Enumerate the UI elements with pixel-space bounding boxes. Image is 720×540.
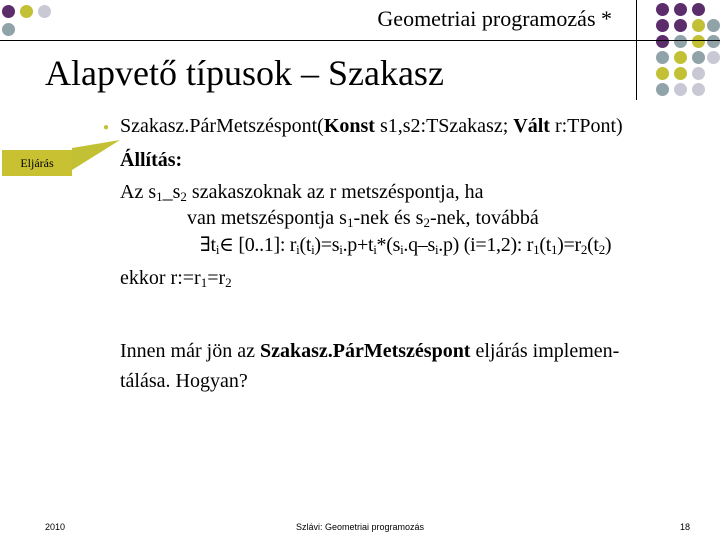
header-horizontal-divider <box>0 40 720 41</box>
footer-page-number: 18 <box>680 522 691 532</box>
header-title: Geometriai programozás * <box>377 6 612 31</box>
header-vertical-divider <box>636 0 637 100</box>
decor-dot <box>707 51 720 64</box>
decor-dot <box>692 35 705 48</box>
decor-dot <box>692 19 705 32</box>
footer-year: 2010 <box>45 522 66 532</box>
decor-dot <box>656 83 669 96</box>
decor-dot <box>692 3 705 16</box>
paragraph-2-line-1: Innen már jön az Szakasz.PárMetszéspont eljárás implemen- <box>120 340 620 362</box>
arrow-icon <box>72 140 122 180</box>
decor-dot <box>707 19 720 32</box>
decor-dot <box>674 51 687 64</box>
decor-dot <box>674 83 687 96</box>
condition-line-1: Az $s_1\_s_2$ szakaszoknak az r metszéspontja, ha <box>120 181 484 204</box>
signature-line: Szakasz.PárMetszéspont(Konst s1,s2:TSzakasz; Vált r:TPont) <box>120 115 623 137</box>
bullet-icon: ● <box>103 122 110 133</box>
condition-line-2: van metszéspontja $s_1$-nek és $s_2$-nek, továbbá <box>187 207 539 230</box>
footer-center: Szlávi: Geometriai programozás <box>295 522 425 532</box>
decor-dot <box>674 3 687 16</box>
decor-dot <box>674 35 687 48</box>
decor-dot <box>656 35 669 48</box>
slide-title: Alapvető típusok – Szakasz <box>45 53 444 93</box>
decor-dot <box>707 35 720 48</box>
allitas-label: Állítás: <box>120 149 183 171</box>
decor-dot <box>692 83 705 96</box>
decor-dot <box>674 19 687 32</box>
result-line: ekkor $r:=r_1=r_2$ <box>120 267 232 290</box>
decor-dot <box>674 67 687 80</box>
paragraph-2-line-2: tálása. Hogyan? <box>120 370 248 392</box>
condition-formula: $\exists t_i\in$ [0..1]: $r_i(t_i)=s_i.p+t_i*(s_i.q-s_i.p)$ (i=1,2): $r_1(t_1)=r_2(t_2)$ <box>200 234 612 257</box>
decor-dot <box>692 51 705 64</box>
decor-dot <box>692 67 705 80</box>
decor-dot <box>656 67 669 80</box>
decor-dot <box>656 19 669 32</box>
decor-dot <box>656 51 669 64</box>
decor-dot <box>656 3 669 16</box>
sidebar-label: Eljárás <box>2 150 72 176</box>
